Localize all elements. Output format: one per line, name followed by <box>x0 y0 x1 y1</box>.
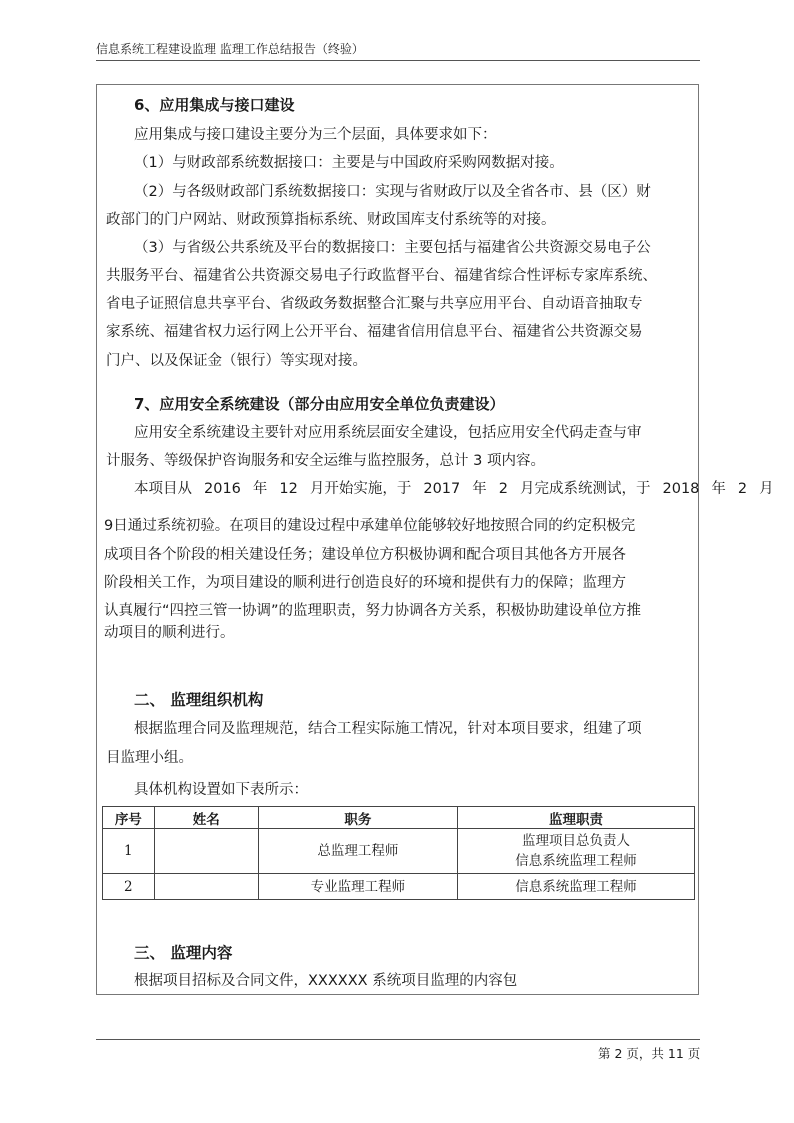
org-line-1: 根据监理合同及监理规范，结合工程实际施工情况，针对本项目要求，组建了项 <box>134 721 642 737</box>
cell-no: 1 <box>103 829 155 874</box>
summary-month-start: 12 <box>279 481 298 497</box>
section6-line-6: 共服务平台、福建省公共资源交易电子行政监督平台、福建省综合性评标专家库系统、 <box>106 268 657 284</box>
summary-text: 月 <box>759 481 774 497</box>
org-table-header <box>103 807 695 829</box>
table-row <box>103 829 695 874</box>
summary-month-accept: 2 <box>737 481 748 497</box>
section7-heading: 7、应用安全系统建设（部分由应用安全单位负责建设） <box>134 395 505 413</box>
section6-line-9: 门户、以及保证金（银行）等实现对接。 <box>106 353 367 369</box>
summary-text: 年 <box>472 481 487 497</box>
org-line-3: 具体机构设置如下表所示： <box>134 782 308 798</box>
summary-year-start: 2016 <box>204 481 241 497</box>
section6-line-1: 应用集成与接口建设主要分为三个层面，具体要求如下： <box>134 127 497 143</box>
section6-line-3: （2）与各级财政部门系统数据接口：实现与省财政厅以及全省各市、县（区）财 <box>134 184 651 200</box>
cell-role: 专业监理工程师 <box>258 874 457 900</box>
table-row <box>103 874 695 900</box>
org-table <box>102 806 695 900</box>
page-number: 第 2 页，共 11 页 <box>598 1046 701 1061</box>
cell-role: 总监理工程师 <box>258 829 457 874</box>
summary-text: 年 <box>711 481 726 497</box>
org-heading: 二、 监理组织机构 <box>134 691 264 709</box>
section6-heading: 6、应用集成与接口建设 <box>134 96 295 114</box>
section6-line-7: 省电子证照信息共享平台、省级政务数据整合汇聚与共享应用平台、自动语音抽取专 <box>106 296 643 312</box>
section7-line-2: 计服务、等级保护咨询服务和安全运维与监控服务，总计 3 项内容。 <box>106 453 545 469</box>
summary-text: 月完成系统测试，于 <box>520 481 651 497</box>
footer-rule <box>96 1039 700 1040</box>
summary-year-test: 2017 <box>423 481 461 497</box>
summary-line-4: 阶段相关工作，为项目建设的顺利进行创造良好的环境和提供有力的保障；监理方 <box>104 575 626 591</box>
content-line-1: 根据项目招标及合同文件，XXXXXX 系统项目监理的内容包 <box>134 973 518 989</box>
section6-line-8: 家系统、福建省权力运行网上公开平台、福建省信用信息平台、福建省公共资源交易 <box>106 324 643 340</box>
running-header: 信息系统工程建设监理 监理工作总结报告（终验） <box>96 42 364 56</box>
cell-name <box>154 874 258 900</box>
section6-line-4: 政部门的门户网站、财政预算指标系统、财政国库支付系统等的对接。 <box>106 212 556 228</box>
duty-line: 信息系统监理工程师 <box>515 853 637 869</box>
cell-name <box>154 829 258 874</box>
cell-duties <box>458 874 695 900</box>
summary-year-accept: 2018 <box>662 481 700 497</box>
cell-no: 2 <box>103 874 155 900</box>
summary-text: 本项目从 <box>134 481 192 497</box>
summary-month-test: 2 <box>498 481 508 497</box>
section6-line-5: （3）与省级公共系统及平台的数据接口：主要包括与福建省公共资源交易电子公 <box>134 240 651 256</box>
col-header-duties: 监理职责 <box>458 807 695 829</box>
cell-duties <box>458 829 695 874</box>
summary-text: 年 <box>252 481 268 497</box>
summary-line-5: 认真履行“四控三管一协调”的监理职责，努力协调各方关系，积极协助建设单位方推 <box>104 603 642 619</box>
col-header-role: 职务 <box>258 807 457 829</box>
summary-line-6: 动项目的顺利进行。 <box>104 625 235 641</box>
org-line-2: 目监理小组。 <box>106 750 193 766</box>
summary-line-1 <box>134 479 774 499</box>
section7-line-1: 应用安全系统建设主要针对应用系统层面安全建设，包括应用安全代码走查与审 <box>134 425 642 441</box>
section6-line-2: （1）与财政部系统数据接口：主要是与中国政府采购网数据对接。 <box>134 155 564 171</box>
header-rule <box>96 60 700 61</box>
summary-line-2: 9日通过系统初验。在项目的建设过程中承建单位能够较好地按照合同的约定积极完 <box>104 518 636 534</box>
content-heading: 三、 监理内容 <box>134 944 233 962</box>
duty-line: 监理项目总负责人 <box>522 833 631 849</box>
col-header-no: 序号 <box>103 807 155 829</box>
col-header-name: 姓名 <box>154 807 258 829</box>
duty-line: 信息系统监理工程师 <box>515 878 637 895</box>
summary-text: 月开始实施，于 <box>309 481 412 497</box>
summary-line-3: 成项目各个阶段的相关建设任务；建设单位方积极协调和配合项目其他各方开展各 <box>104 547 626 563</box>
